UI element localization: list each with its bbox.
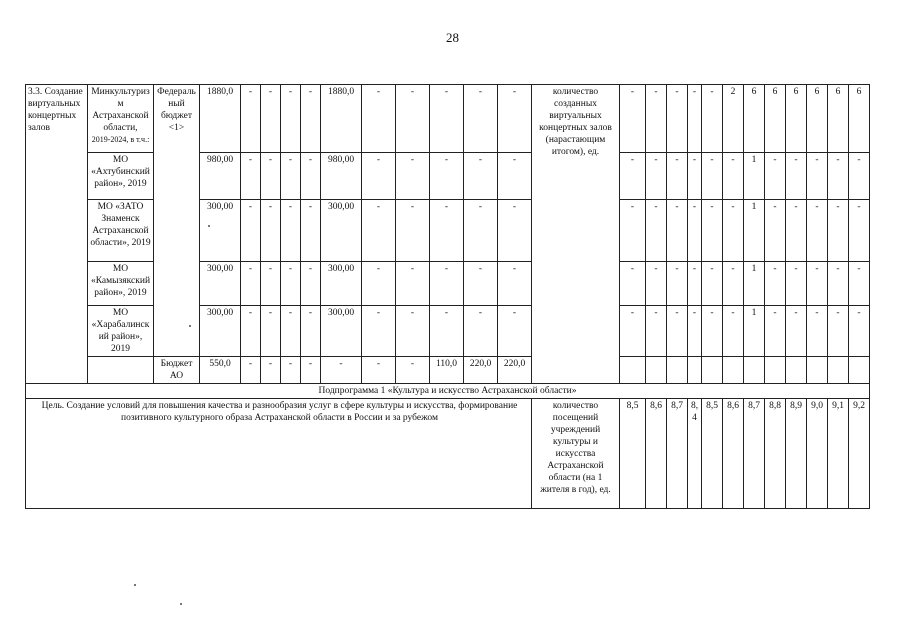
finance-cell: - — [281, 357, 301, 384]
indicator-cell-empty — [786, 357, 807, 384]
executor-cell — [88, 85, 154, 153]
indicator-cell: 2 — [723, 85, 744, 153]
subprogram-row — [26, 384, 870, 399]
goal-value: 8,4 — [688, 399, 702, 509]
executor-cell: МО «Харабалинский район», 2019 — [88, 306, 154, 357]
indicator-cell: 6 — [828, 85, 849, 153]
finance-cell: - — [241, 357, 261, 384]
executor-cell-empty — [88, 357, 154, 384]
finance-cell: - — [241, 153, 261, 200]
indicator-cell-empty — [765, 357, 786, 384]
indicator-cell: 1 — [744, 200, 765, 262]
table-row — [26, 153, 870, 200]
indicator-cell: - — [667, 153, 688, 200]
indicator-cell: - — [786, 306, 807, 357]
finance-cell: - — [261, 153, 281, 200]
finance-cell: - — [362, 85, 396, 153]
finance-cell: 550,0 — [200, 357, 241, 384]
indicator-cell: - — [702, 262, 723, 306]
indicator-cell: - — [828, 200, 849, 262]
finance-cell: - — [396, 306, 430, 357]
goal-value: 9,1 — [828, 399, 849, 509]
finance-cell: 300,00 — [200, 262, 241, 306]
finance-cell: - — [396, 262, 430, 306]
finance-cell: - — [301, 357, 321, 384]
finance-cell: - — [261, 200, 281, 262]
finance-cell: - — [498, 85, 532, 153]
goal-value: 9,2 — [849, 399, 870, 509]
indicator-cell: - — [688, 153, 702, 200]
goal-text: Цель. Создание условий для повышения качества и разнообразия услуг в сфере культуры и искусства, формирование позитивного культурного образа Астраханской области в России и за рубежом — [41, 401, 518, 423]
indicator-cell: - — [807, 200, 828, 262]
goal-value: 8,7 — [667, 399, 688, 509]
indicator-cell: - — [765, 306, 786, 357]
indicator-label: количество созданных виртуальных концертных залов (нарастающим итогом), ед. — [532, 85, 620, 384]
indicator-cell: - — [620, 153, 646, 200]
indicator-cell: - — [620, 85, 646, 153]
finance-cell: - — [430, 85, 464, 153]
finance-cell: - — [430, 306, 464, 357]
table-row — [26, 85, 870, 153]
indicator-cell: - — [702, 85, 723, 153]
indicator-cell-empty — [702, 357, 723, 384]
finance-cell: 220,0 — [464, 357, 498, 384]
indicator-cell: - — [786, 262, 807, 306]
finance-cell: 300,00 — [321, 200, 362, 262]
executor-cell: МО «Камызякский район», 2019 — [88, 262, 154, 306]
indicator-cell: 1 — [744, 306, 765, 357]
indicator-cell: - — [849, 306, 870, 357]
finance-cell: - — [241, 85, 261, 153]
indicator-cell-empty — [688, 357, 702, 384]
finance-cell: - — [396, 357, 430, 384]
finance-cell: 1880,0 — [321, 85, 362, 153]
page-number: 28 — [446, 30, 459, 45]
indicator-cell: - — [723, 153, 744, 200]
finance-cell: - — [261, 262, 281, 306]
finance-cell: - — [498, 262, 532, 306]
indicator-cell: 6 — [765, 85, 786, 153]
finance-cell: 1880,0 — [200, 85, 241, 153]
indicator-cell: - — [786, 200, 807, 262]
scan-speck — [180, 603, 182, 605]
goal-row — [26, 399, 870, 509]
indicator-cell: 6 — [807, 85, 828, 153]
finance-cell: - — [281, 306, 301, 357]
indicator-cell: - — [765, 153, 786, 200]
measure-name: 3.3. Создание виртуальных концертных залов — [26, 85, 88, 384]
finance-cell: - — [281, 200, 301, 262]
finance-cell: 300,00 — [200, 200, 241, 262]
indicator-cell: - — [702, 153, 723, 200]
indicator-cell: - — [667, 85, 688, 153]
finance-cell: 220,0 — [498, 357, 532, 384]
finance-cell: - — [464, 153, 498, 200]
indicator-cell-empty — [667, 357, 688, 384]
indicator-cell: 6 — [786, 85, 807, 153]
goal-value: 8,5 — [702, 399, 723, 509]
table-row — [26, 357, 870, 384]
indicator-cell: 6 — [744, 85, 765, 153]
indicator-cell: - — [702, 306, 723, 357]
executor-cell: МО «ЗАТО Знаменск Астраханской области», 2019 — [88, 200, 154, 262]
indicator-cell: - — [723, 262, 744, 306]
indicator-cell: - — [828, 153, 849, 200]
indicator-cell: - — [849, 262, 870, 306]
table-row — [26, 306, 870, 357]
goal-indicator: количество посещений учреждений культуры и искусства Астраханской области (на 1 жителя в год), ед. — [532, 399, 620, 509]
indicator-cell-empty — [646, 357, 667, 384]
finance-cell: - — [301, 200, 321, 262]
indicator-cell: - — [667, 262, 688, 306]
regional-budget-label: Бюджет АО — [154, 357, 200, 384]
finance-cell: 300,00 — [321, 262, 362, 306]
indicator-cell: - — [849, 200, 870, 262]
indicator-cell-empty — [744, 357, 765, 384]
indicator-cell-empty — [828, 357, 849, 384]
indicator-cell: - — [620, 200, 646, 262]
indicator-cell: - — [688, 85, 702, 153]
finance-cell: - — [241, 200, 261, 262]
finance-cell: 300,00 — [200, 306, 241, 357]
indicator-cell: - — [688, 306, 702, 357]
finance-cell: - — [396, 85, 430, 153]
finance-cell: - — [261, 85, 281, 153]
finance-cell: - — [241, 306, 261, 357]
fed-budget-label: Федеральный бюджет <1> — [154, 85, 200, 357]
finance-cell: - — [281, 262, 301, 306]
finance-cell: - — [362, 200, 396, 262]
goal-value: 8,9 — [786, 399, 807, 509]
finance-cell: - — [362, 357, 396, 384]
scan-speck — [189, 325, 191, 327]
finance-cell: - — [430, 262, 464, 306]
indicator-cell: - — [765, 262, 786, 306]
finance-cell: - — [301, 306, 321, 357]
finance-cell: - — [261, 306, 281, 357]
scan-speck — [134, 584, 136, 586]
finance-cell: 300,00 — [321, 306, 362, 357]
indicator-cell: - — [646, 200, 667, 262]
executor-period: 2019-2024, в т.ч.: — [91, 135, 150, 144]
scan-speck — [208, 225, 210, 227]
indicator-cell: - — [807, 153, 828, 200]
program-table — [25, 84, 870, 509]
finance-cell: - — [498, 153, 532, 200]
table-row — [26, 262, 870, 306]
finance-cell: - — [241, 262, 261, 306]
finance-cell: - — [261, 357, 281, 384]
executor-main: Минкультуризм Астраханской области, — [91, 87, 150, 133]
goal-value: 8,6 — [723, 399, 744, 509]
indicator-cell: - — [646, 262, 667, 306]
indicator-cell: - — [723, 306, 744, 357]
indicator-cell: 6 — [849, 85, 870, 153]
indicator-cell: - — [667, 200, 688, 262]
table-row — [26, 200, 870, 262]
indicator-cell: - — [688, 262, 702, 306]
goal-value: 8,8 — [765, 399, 786, 509]
finance-cell: 980,00 — [321, 153, 362, 200]
finance-cell: - — [321, 357, 362, 384]
goal-value: 8,6 — [646, 399, 667, 509]
indicator-cell: - — [702, 200, 723, 262]
indicator-cell: - — [849, 153, 870, 200]
indicator-cell-empty — [849, 357, 870, 384]
finance-cell: - — [362, 262, 396, 306]
finance-cell: - — [498, 306, 532, 357]
subprogram-title: Подпрограмма 1 «Культура и искусство Астраханской области» — [26, 384, 870, 399]
indicator-cell: - — [646, 85, 667, 153]
finance-cell: - — [301, 85, 321, 153]
finance-cell: 110,0 — [430, 357, 464, 384]
finance-cell: - — [281, 85, 301, 153]
finance-cell: - — [396, 153, 430, 200]
finance-cell: - — [498, 200, 532, 262]
finance-cell: - — [362, 306, 396, 357]
indicator-cell: - — [646, 153, 667, 200]
indicator-cell-empty — [620, 357, 646, 384]
finance-cell: - — [464, 262, 498, 306]
indicator-cell: - — [667, 306, 688, 357]
indicator-cell-empty — [807, 357, 828, 384]
indicator-cell: - — [620, 306, 646, 357]
indicator-cell: 1 — [744, 262, 765, 306]
indicator-cell: - — [765, 200, 786, 262]
finance-cell: - — [396, 200, 430, 262]
indicator-cell: - — [646, 306, 667, 357]
indicator-cell: - — [688, 200, 702, 262]
goal-value: 9,0 — [807, 399, 828, 509]
indicator-cell: - — [807, 262, 828, 306]
finance-cell: - — [464, 306, 498, 357]
finance-cell: - — [430, 200, 464, 262]
indicator-cell: - — [786, 153, 807, 200]
finance-cell: - — [362, 153, 396, 200]
finance-cell: - — [430, 153, 464, 200]
goal-cell — [26, 399, 532, 509]
goal-value: 8,5 — [620, 399, 646, 509]
finance-cell: - — [301, 153, 321, 200]
indicator-cell-empty — [723, 357, 744, 384]
indicator-cell: - — [723, 200, 744, 262]
indicator-cell: - — [828, 262, 849, 306]
goal-value: 8,7 — [744, 399, 765, 509]
executor-cell: МО «Ахтубинский район», 2019 — [88, 153, 154, 200]
indicator-cell: - — [807, 306, 828, 357]
finance-cell: - — [301, 262, 321, 306]
indicator-cell: - — [828, 306, 849, 357]
finance-cell: 980,00 — [200, 153, 241, 200]
indicator-cell: 1 — [744, 153, 765, 200]
finance-cell: - — [464, 200, 498, 262]
finance-cell: - — [281, 153, 301, 200]
finance-cell: - — [464, 85, 498, 153]
indicator-cell: - — [620, 262, 646, 306]
